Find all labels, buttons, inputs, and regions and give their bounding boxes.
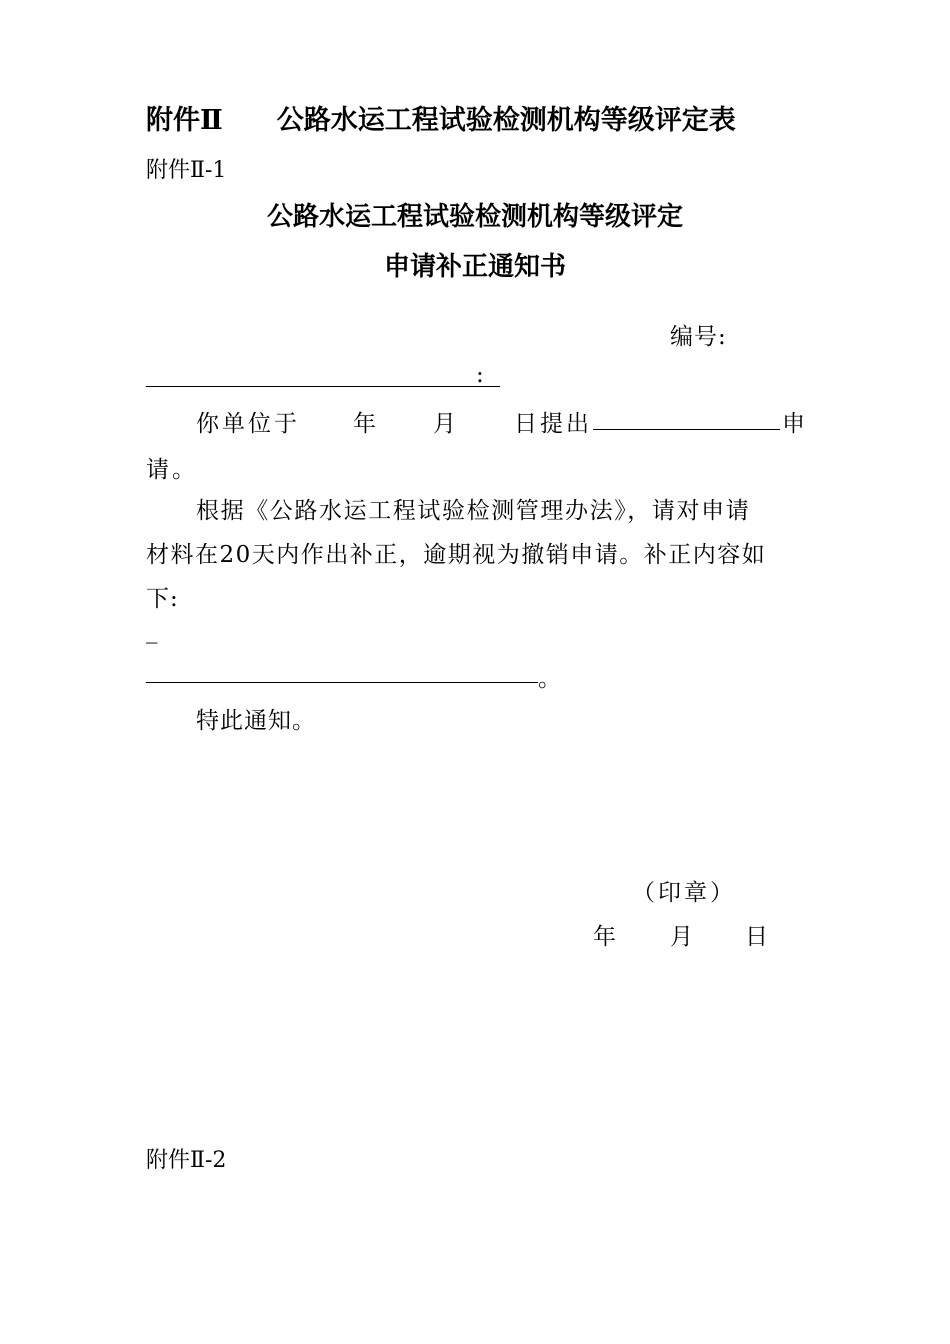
para2-line3: 下:: [146, 586, 179, 612]
form-title-line2: 申请补正通知书: [383, 252, 566, 282]
para1-end-char: 申: [782, 411, 808, 437]
date-year: 年: [593, 924, 619, 950]
section-label-1: 附件Ⅱ-1: [146, 158, 227, 183]
para2-line2: 材料在20天内作出补正，逾期视为撤销申请。补正内容如: [146, 542, 767, 568]
correction-dash: _: [146, 618, 161, 644]
seal-label: （印章）: [632, 880, 736, 906]
correction-content-blank: [146, 682, 538, 683]
para1-start: 你单位于: [196, 411, 300, 437]
para2-line1: 根据《公路水运工程试验检测管理办法》，请对申请: [196, 498, 751, 524]
attachment-heading: [146, 98, 736, 137]
attachment-title: 公路水运工程试验检测机构等级评定表: [276, 105, 736, 136]
number-label: 编号:: [670, 324, 727, 350]
section-label-2: 附件Ⅱ-2: [146, 1148, 227, 1173]
date-month: 月: [670, 924, 696, 950]
closing-text: 特此通知。: [196, 708, 316, 734]
application-type-blank: [593, 429, 780, 430]
para1-day-submit: 日提出: [514, 411, 592, 437]
para1-line2: 请。: [146, 457, 198, 483]
attachment-label: 附件Ⅱ: [146, 105, 223, 136]
addressee-colon: :: [476, 362, 487, 388]
para1-month: 月: [433, 411, 459, 437]
correction-period: 。: [538, 666, 564, 692]
addressee-blank: [146, 386, 500, 387]
para1-year: 年: [353, 411, 379, 437]
form-title-line1: 公路水运工程试验检测机构等级评定: [266, 202, 683, 232]
date-day: 日: [745, 924, 771, 950]
